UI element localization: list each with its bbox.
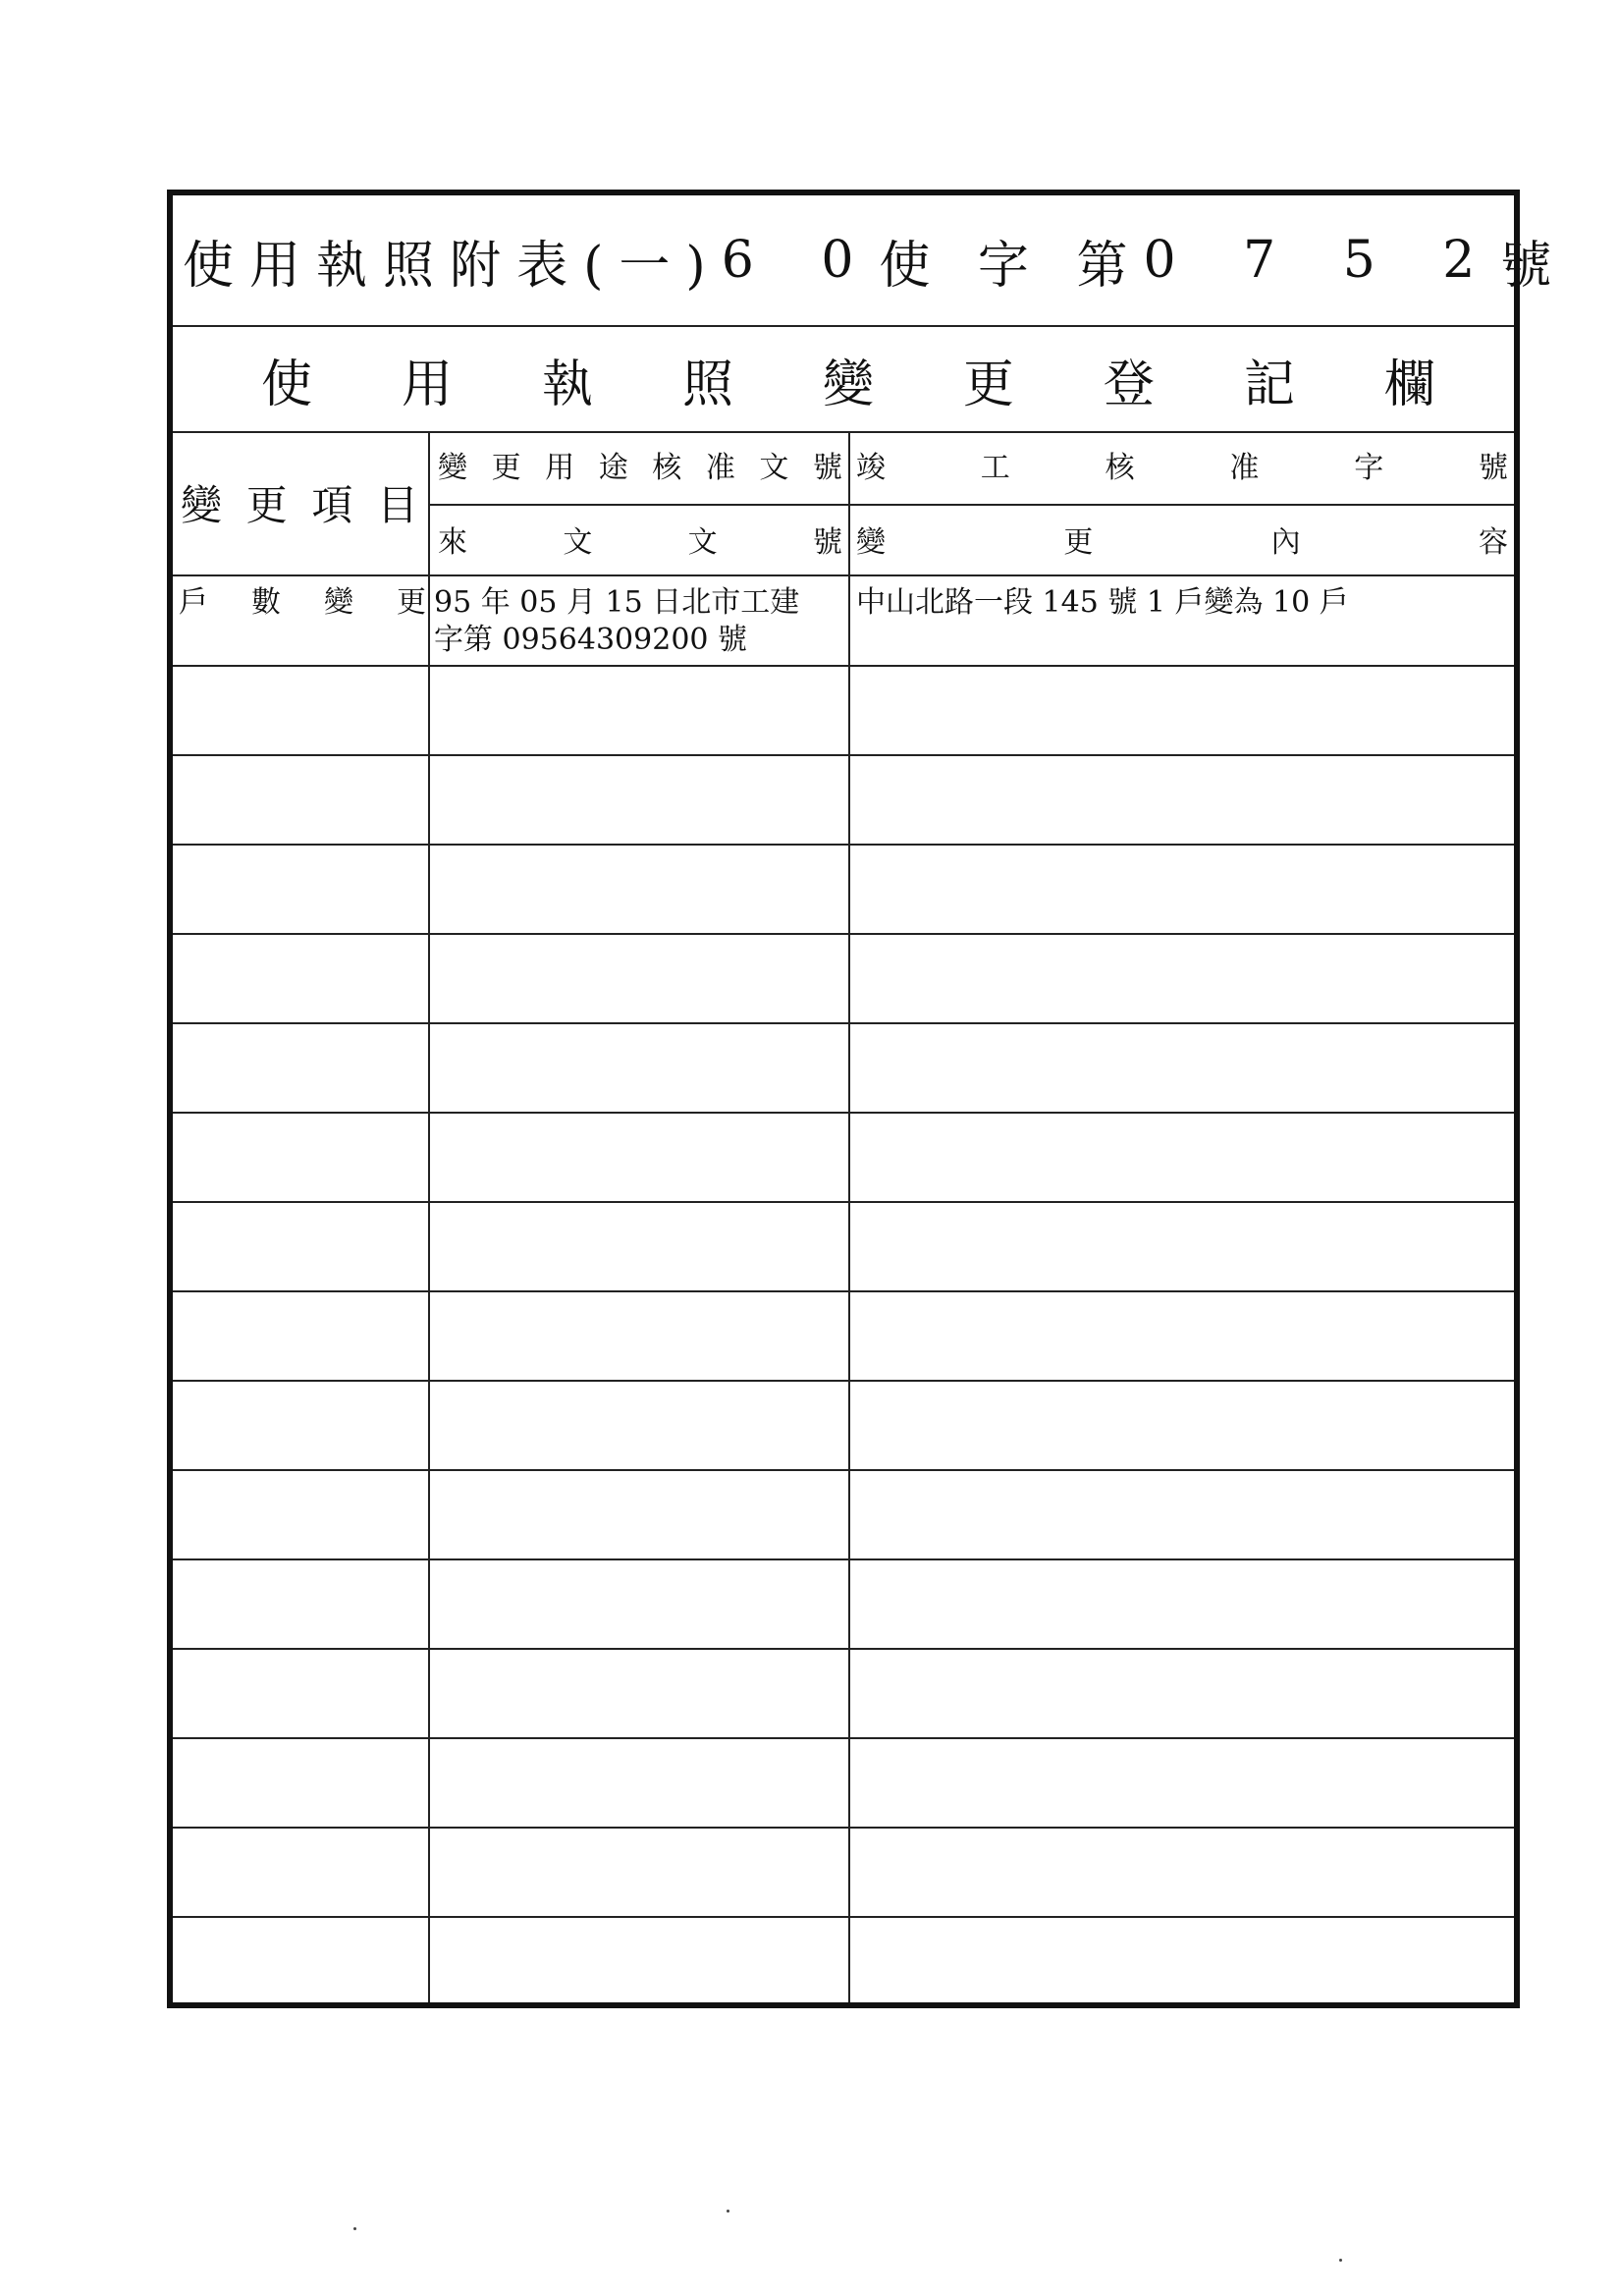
row-divider [173, 1112, 1514, 1114]
license-number-middle: 使 字 第 [879, 236, 1144, 296]
header-middle-divider [430, 504, 1514, 506]
license-title-row [173, 195, 1568, 325]
row-divider [173, 1737, 1514, 1739]
completion-number-header: 竣 工 核 准 字 號 [856, 451, 1508, 485]
scan-speck [353, 2227, 356, 2230]
header-bottom-divider [173, 574, 1514, 576]
scan-speck [727, 2210, 729, 2213]
usage-license-table [167, 190, 1568, 2008]
subtitle-char: 用 [401, 355, 453, 414]
approval-number-header: 變 更 用 途 核 准 文 號 [438, 451, 842, 485]
row-divider [173, 1201, 1514, 1203]
column-divider-right [848, 431, 850, 2002]
incoming-document-header: 來 文 文 號 [438, 525, 842, 560]
subtitle-char: 變 [822, 355, 874, 414]
row-document-number: 95 年 05 月 15 日北市工建 字第 09564309200 號 [434, 585, 800, 657]
row-item: 戶 數 變 更 [179, 585, 426, 620]
row-divider [173, 1916, 1514, 1918]
row-divider [173, 1558, 1514, 1560]
row-divider [173, 1290, 1514, 1292]
row-divider [173, 933, 1514, 935]
row-divider [173, 844, 1514, 846]
license-number-prefix: 6 0 [721, 231, 880, 290]
change-item-header: 變 更 項 目 [181, 481, 418, 529]
registration-subtitle [173, 327, 1514, 431]
row-divider [173, 1827, 1514, 1829]
license-number-suffix: 號 [1500, 236, 1568, 296]
subtitle-char: 照 [681, 355, 733, 414]
subtitle-char: 執 [541, 355, 593, 414]
license-title: 使用執照附表(一) [183, 236, 722, 296]
scan-speck [1339, 2259, 1342, 2262]
row-divider [173, 1469, 1514, 1471]
column-divider-left [428, 431, 430, 2002]
row-divider [173, 1022, 1514, 1024]
row-divider [173, 665, 1514, 667]
subtitle-char: 記 [1243, 355, 1295, 414]
change-content-header: 變 更 內 容 [856, 525, 1508, 560]
row-divider [173, 754, 1514, 756]
subtitle-char: 使 [261, 355, 313, 414]
row-divider [173, 1648, 1514, 1650]
subtitle-char: 登 [1103, 355, 1155, 414]
subtitle-char: 欄 [1383, 355, 1435, 414]
license-number: 0 7 5 2 [1143, 231, 1501, 290]
row-divider [173, 1380, 1514, 1382]
row-change-content: 中山北路一段 145 號 1 戶變為 10 戶 [856, 585, 1349, 620]
subtitle-char: 更 [962, 355, 1014, 414]
